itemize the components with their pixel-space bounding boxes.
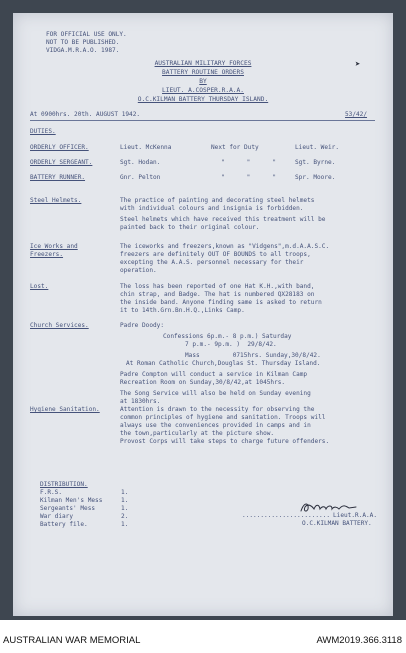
church-line: 7 p.m.- 9p.m. ) 29/8/42. xyxy=(185,341,277,348)
section-label-steel-helmets: Steel Helmets. xyxy=(30,197,82,204)
church-line: Confessions 6p.m.- 8 p.m.) Saturday xyxy=(163,333,292,340)
signature-title: O.C.KILMAN BATTERY. xyxy=(302,520,372,527)
date-line: At 0900hrs. 20th. AUGUST 1942. xyxy=(30,111,141,118)
steel-line: The practice of painting and decorating steel helmets xyxy=(120,197,315,204)
lost-line: chin strap, and Badge. The hat is numbered QX28183 on xyxy=(120,291,315,298)
church-line: Padre Compton will conduct a service in Kilman Camp xyxy=(120,371,308,378)
signature-rank: Lieut.R.A.A. xyxy=(333,512,378,519)
heading-forces: AUSTRALIAN MILITARY FORCES xyxy=(154,60,252,67)
church-line: Mass 0715hrs. Sunday,30/8/42. xyxy=(185,352,321,359)
duty-next: Spr. Moore. xyxy=(295,174,336,181)
duty-next: Sgt. Byrne. xyxy=(295,159,336,166)
top-rule xyxy=(30,120,375,121)
heading-command: O.C.KILMAN BATTERY THURSDAY ISLAND. xyxy=(137,96,269,103)
section-label-freezers: Freezers. xyxy=(30,251,64,258)
duty-next: Lieut. Weir. xyxy=(295,144,340,151)
distribution-qty: 2. xyxy=(121,513,129,520)
section-label-hygiene: Hygiene Sanitation. xyxy=(30,406,100,413)
church-line: At Roman Catholic Church,Douglas St. Thursday Island. xyxy=(126,360,321,367)
distribution-qty: 1. xyxy=(121,521,129,528)
restriction-line-2: NOT TO BE PUBLISHED. xyxy=(46,39,120,46)
footer-institution: AUSTRALIAN WAR MEMORIAL xyxy=(3,635,141,646)
ice-line: The iceworks and freezers,known as "Vidgens",m.d.A.A.S.C. xyxy=(120,243,330,250)
lost-line: it to 14th.Grn.Bn.H.Q.,Links Camp. xyxy=(120,307,245,314)
steel-line: with individual colours and insignia is forbidden. xyxy=(120,205,304,212)
duty-ditto: " " " xyxy=(221,174,277,181)
section-label-lost: Lost. xyxy=(30,283,49,290)
duty-current: Gnr. Pelton xyxy=(120,174,161,181)
distribution-recipient: F.R.S. xyxy=(40,489,63,496)
ice-line: freezers are definitely OUT OF BOUNDS to all troops, xyxy=(120,251,311,258)
distribution-qty: 1. xyxy=(121,489,129,496)
church-line: Recreation Room on Sunday,30/8/42,at 1045hrs. xyxy=(120,379,286,386)
heading-orders: BATTERY ROUTINE ORDERS xyxy=(162,69,244,76)
ice-line: excepting the A.A.S. personnel necessary for their xyxy=(120,259,304,266)
duty-current: Sgt. Hodan. xyxy=(120,159,161,166)
archive-footer xyxy=(0,620,406,653)
distribution-qty: 1. xyxy=(121,497,129,504)
restriction-line-1: FOR OFFICIAL USE ONLY. xyxy=(46,31,127,38)
duty-role: BATTERY RUNNER. xyxy=(30,174,86,181)
footer-accession-number: AWM2019.366.3118 xyxy=(316,635,402,646)
lost-line: The loss has been reported of one Hat K.H.,with band, xyxy=(120,283,315,290)
steel-line: painted back to their original colour. xyxy=(120,224,260,231)
ice-line: operation. xyxy=(120,267,157,274)
signature-dots: ........................ xyxy=(242,512,331,519)
church-line: The Song Service will also be held on Sunday evening xyxy=(120,390,311,397)
distribution-recipient: War diary xyxy=(40,513,74,520)
distribution-recipient: Sergeants' Mess xyxy=(40,505,96,512)
steel-line: Steel helmets which have received this treatment will be xyxy=(120,216,326,223)
distribution-recipient: Kilman Men's Mess xyxy=(40,497,103,504)
duty-role: ORDERLY OFFICER. xyxy=(30,144,89,151)
duty-current: Lieut. McKenna xyxy=(120,144,172,151)
order-number: 53/42/ xyxy=(345,111,368,118)
hygiene-line: Attention is drawn to the necessity for observing the xyxy=(120,406,315,413)
section-label-ice-works: Ice Works and xyxy=(30,243,78,250)
duty-role: ORDERLY SERGEANT. xyxy=(30,159,93,166)
duty-next-label: Next for Duty xyxy=(211,144,259,151)
church-line: at 1830hrs. xyxy=(120,398,161,405)
section-label-church-services: Church Services. xyxy=(30,322,89,329)
church-line: Padre Doody: xyxy=(120,322,165,329)
duties-title: DUTIES. xyxy=(30,128,56,135)
hygiene-line: common principles of hygiene and sanitation. Troops will xyxy=(120,414,326,421)
hygiene-line: always use the conveniences provided in camps and in xyxy=(120,422,311,429)
lost-line: the inside band. Anyone finding same is asked to return xyxy=(120,299,322,306)
document-page xyxy=(13,13,393,616)
pencil-mark: ➤ xyxy=(355,60,361,70)
distribution-title: DISTRIBUTION. xyxy=(40,481,88,488)
restriction-line-3: VIDGA.M.R.A.O. 1987. xyxy=(46,47,120,54)
distribution-recipient: Battery file. xyxy=(40,521,88,528)
distribution-qty: 1. xyxy=(121,505,129,512)
hygiene-line: Provost Corps will take steps to charge future offenders. xyxy=(120,438,330,445)
heading-by: BY xyxy=(199,78,207,85)
duty-ditto: " " " xyxy=(221,159,277,166)
hygiene-line: the town,particularly at the picture show. xyxy=(120,430,275,437)
heading-officer: LIEUT. A.COSPER.R.A.A. xyxy=(162,87,244,94)
